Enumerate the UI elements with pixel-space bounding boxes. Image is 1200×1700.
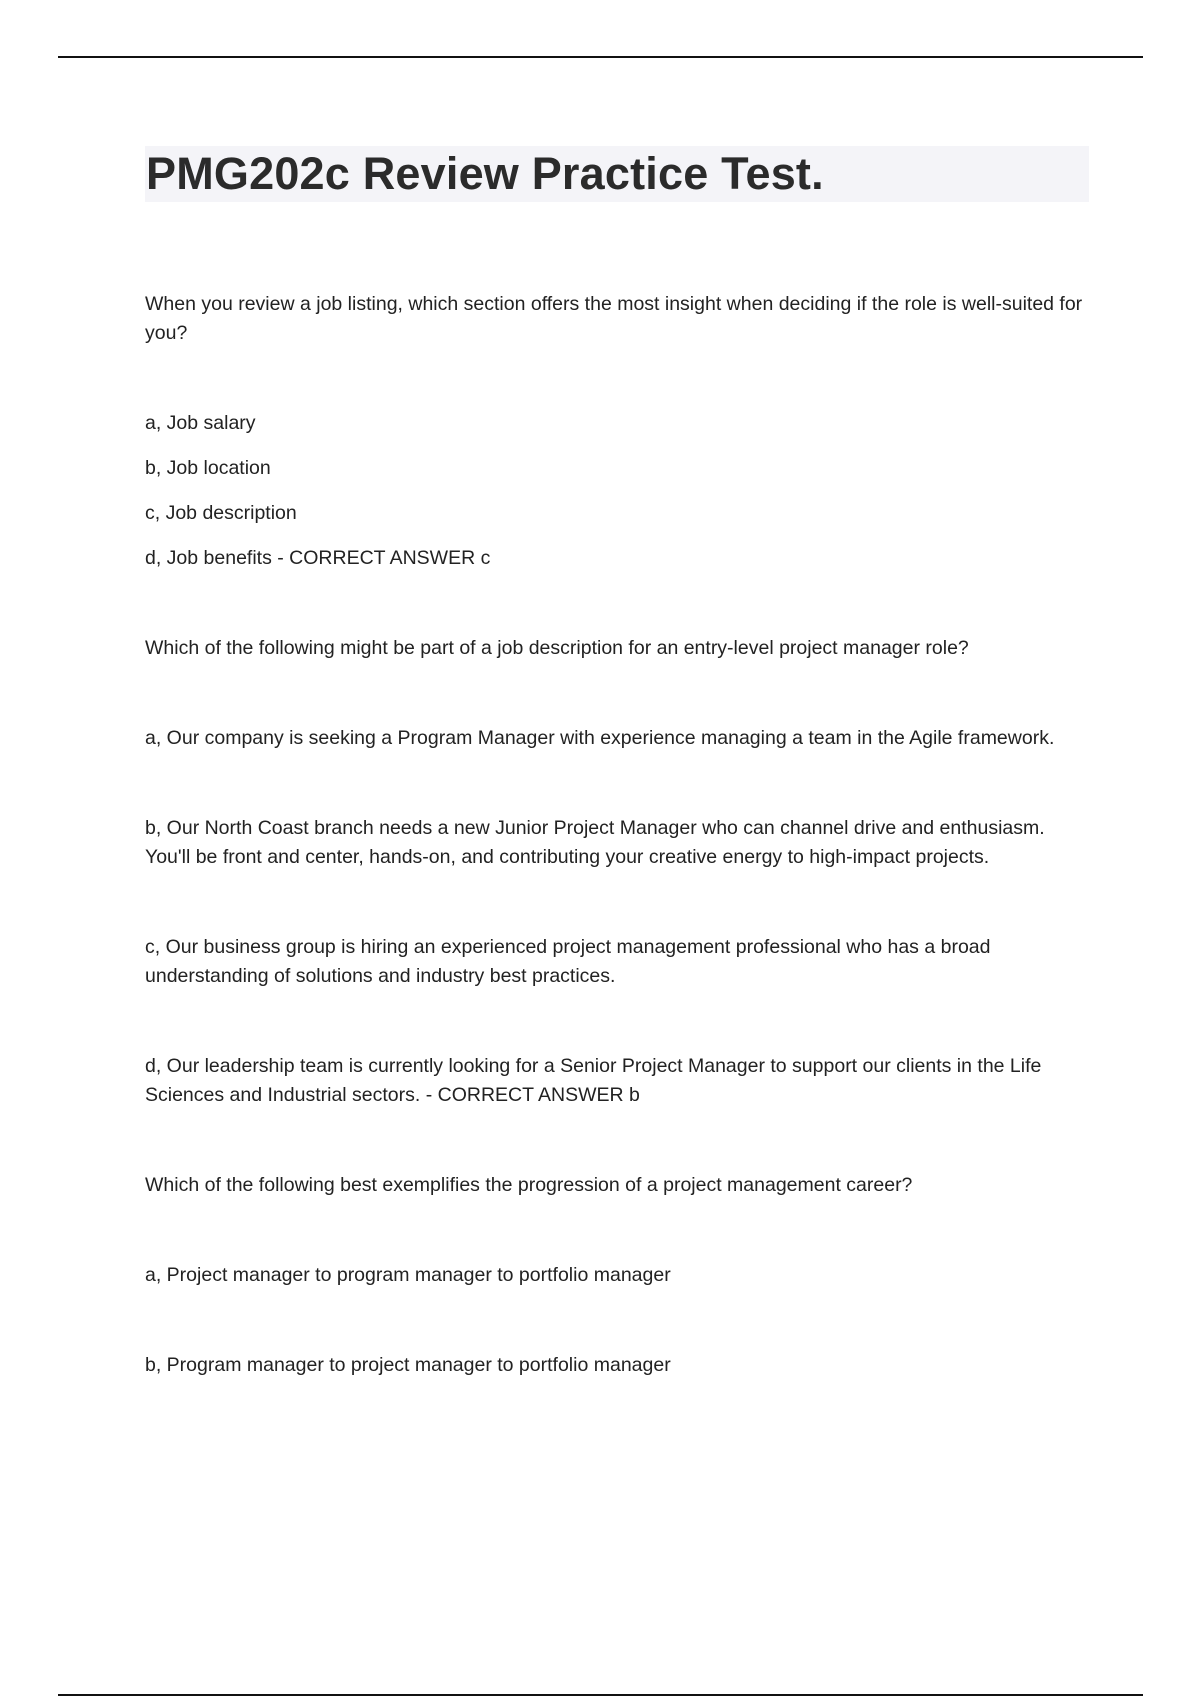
question-2-option-c: c, Our business group is hiring an experienced project management professional who has a broad understanding of solutions and industry best practices. xyxy=(145,936,991,987)
question-3-prompt: Which of the following best exemplifies the progression of a project management career? xyxy=(145,1174,913,1196)
document-body xyxy=(145,290,1095,1441)
question-1-prompt: When you review a job listing, which section offers the most insight when deciding if the role is well-suited for you? xyxy=(145,293,1083,344)
page-title: PMG202c Review Practice Test. xyxy=(146,148,824,199)
question-2-prompt: Which of the following might be part of a job description for an entry-level project manager role? xyxy=(145,637,969,659)
question-1-option-b: b, Job location xyxy=(145,457,271,479)
question-1-option-c: c, Job description xyxy=(145,502,297,524)
bottom-divider xyxy=(58,1694,1143,1696)
top-divider xyxy=(58,56,1143,58)
question-1-option-d: d, Job benefits - CORRECT ANSWER c xyxy=(145,547,491,569)
question-1-option-a: a, Job salary xyxy=(145,412,256,434)
question-2-option-d: d, Our leadership team is currently looking for a Senior Project Manager to support our clients in the Life Sciences and Industrial sectors. - CORRECT ANSWER b xyxy=(145,1055,1042,1106)
question-2-option-a: a, Our company is seeking a Program Manager with experience managing a team in the Agile framework. xyxy=(145,727,1055,749)
question-3-option-b: b, Program manager to project manager to portfolio manager xyxy=(145,1354,671,1376)
question-2-option-b: b, Our North Coast branch needs a new Junior Project Manager who can channel drive and enthusiasm. You'll be front and center, hands-on, and contributing your creative energy to high-impact projects. xyxy=(145,817,1045,868)
question-3-option-a: a, Project manager to program manager to portfolio manager xyxy=(145,1264,671,1286)
